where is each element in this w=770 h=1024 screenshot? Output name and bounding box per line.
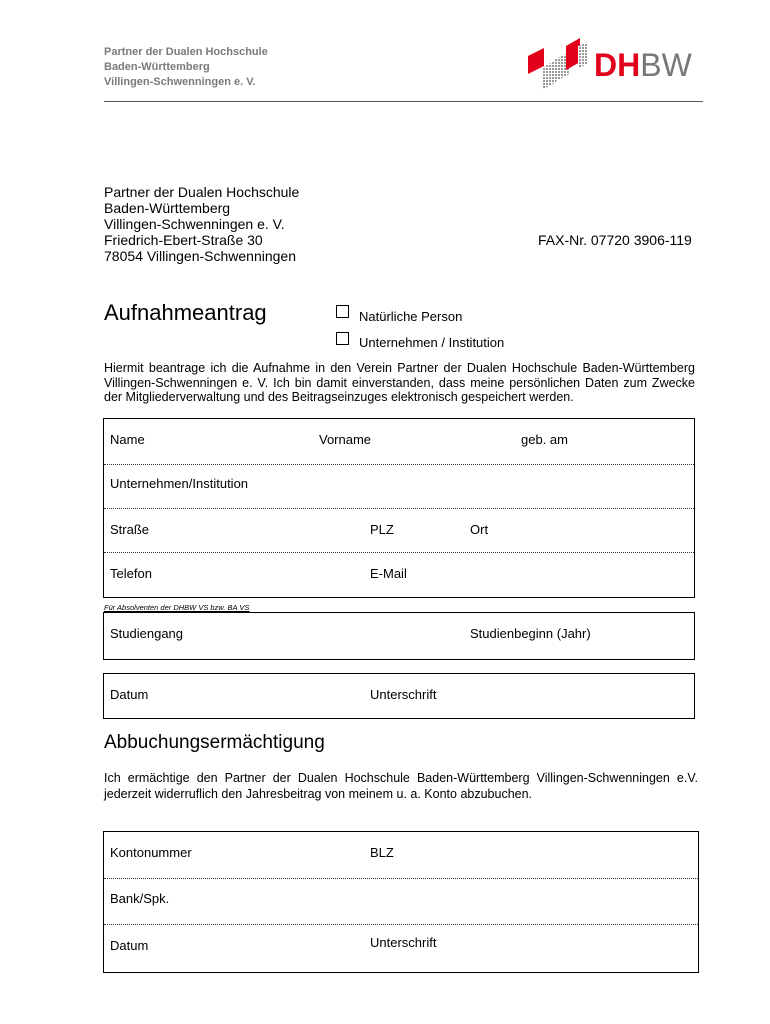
field-birthdate[interactable]: geb. am (521, 432, 568, 447)
field-street[interactable]: Straße (110, 522, 150, 537)
alumni-note: Für Absolventen der DHBW VS bzw. BA VS (104, 603, 250, 612)
row-divider (104, 464, 694, 465)
dhbw-logo-text (594, 48, 692, 82)
address-line-4: Friedrich-Ebert-Straße 30 (104, 232, 263, 248)
personal-data-form (103, 418, 695, 598)
row-divider (104, 552, 694, 553)
field-vorname[interactable]: Vorname (319, 432, 372, 447)
field-signature[interactable]: Unterschrift (370, 687, 437, 702)
field-debit-date[interactable]: Datum (110, 938, 149, 953)
application-intro-text: Hiermit beantrage ich die Aufnahme in den Verein Partner der Dualen Hochschule Baden-Württemberg Villingen-Schwenningen e. V. Ich bin damit einverstanden, dass meine persönlichen Daten zum Zwecke der Mitgliederverwaltung und des Beitragseinzuges elektronisch gespeichert werden. (104, 361, 695, 404)
field-name[interactable]: Name (110, 432, 145, 447)
field-account-number[interactable]: Kontonummer (110, 845, 192, 860)
debit-title: Abbuchungsermächtigung (104, 732, 325, 753)
field-phone[interactable]: Telefon (110, 566, 152, 581)
org-line-3: Villingen-Schwenningen e. V. (104, 76, 256, 88)
field-debit-signature[interactable]: Unterschrift (370, 935, 437, 950)
checkbox-company[interactable] (336, 332, 349, 345)
field-city[interactable]: Ort (470, 522, 489, 537)
signature-form (103, 673, 695, 719)
address-line-2: Baden-Württemberg (104, 200, 231, 216)
debit-text: Ich ermächtige den Partner der Dualen Hochschule Baden-Württemberg Villingen-Schwenningen e.V. jederzeit widerruflich den Jahresbeitrag von meinem u. a. Konto abzubuchen. (104, 771, 698, 801)
address-line-1: Partner der Dualen Hochschule (104, 184, 300, 200)
application-title: Aufnahmeantrag (104, 300, 267, 325)
field-bank[interactable]: Bank/Spk. (110, 891, 170, 906)
field-company[interactable]: Unternehmen/Institution (110, 476, 249, 491)
row-divider (104, 508, 694, 509)
header-rule (104, 101, 703, 102)
row-divider (104, 878, 698, 879)
logo-dh: DH (594, 47, 641, 83)
field-email[interactable]: E-Mail (370, 566, 407, 581)
org-header (104, 45, 268, 90)
checkbox-natural-person[interactable] (336, 305, 349, 318)
row-divider (104, 924, 698, 925)
field-zip[interactable]: PLZ (370, 522, 394, 537)
logo-bw: BW (640, 47, 692, 83)
address-line-5: 78054 Villingen-Schwenningen (104, 248, 297, 264)
label-natural-person: Natürliche Person (359, 309, 463, 324)
field-date[interactable]: Datum (110, 687, 149, 702)
org-line-2: Baden-Württemberg (104, 61, 210, 73)
dhbw-logo (528, 38, 693, 90)
dhbw-logo-mark-icon (528, 38, 594, 90)
study-form (103, 612, 695, 660)
org-line-1: Partner der Dualen Hochschule (104, 46, 268, 58)
fax-number: FAX-Nr. 07720 3906-119 (538, 232, 692, 248)
field-bank-code[interactable]: BLZ (370, 845, 394, 860)
recipient-address (104, 184, 299, 264)
field-study-program[interactable]: Studiengang (110, 626, 184, 641)
address-line-3: Villingen-Schwenningen e. V. (104, 216, 285, 232)
label-company: Unternehmen / Institution (359, 335, 505, 350)
bank-form (103, 831, 699, 973)
field-study-start[interactable]: Studienbeginn (Jahr) (470, 626, 591, 641)
